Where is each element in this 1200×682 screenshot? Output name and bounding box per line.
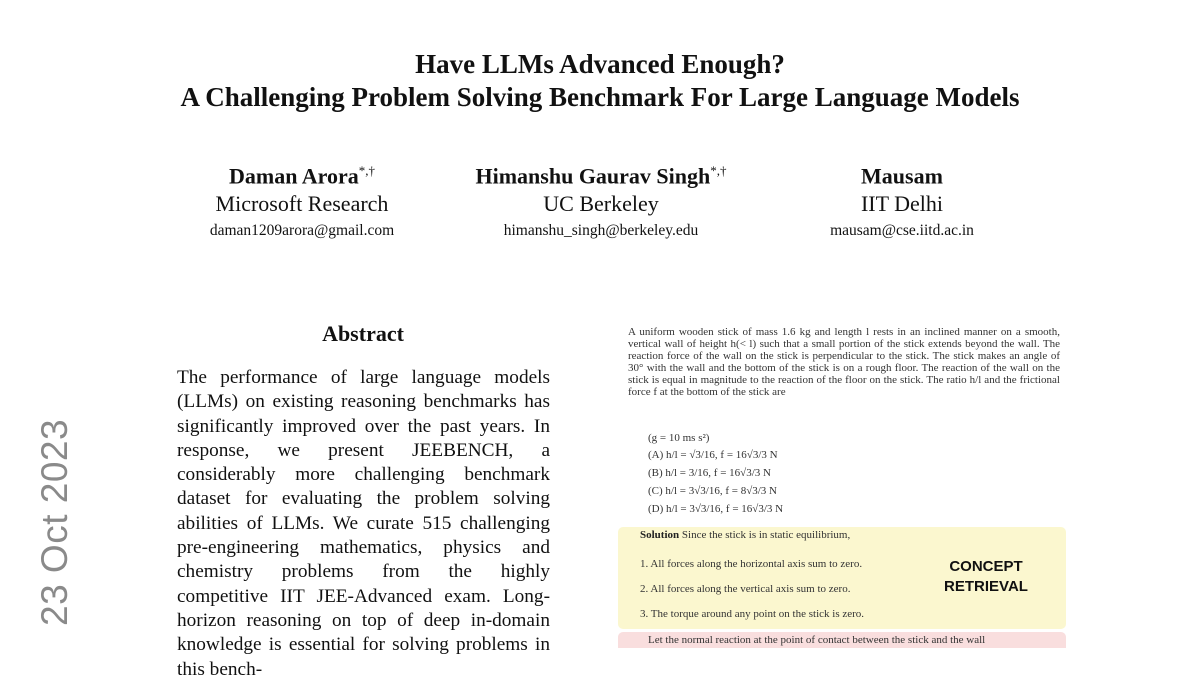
author-name: Daman Arora*,† bbox=[228, 163, 375, 189]
author-affiliation: UC Berkeley bbox=[543, 191, 659, 217]
author-email[interactable]: mausam@cse.iitd.ac.in bbox=[830, 222, 974, 240]
solution-step: 2. All forces along the vertical axis sum to zero. bbox=[640, 583, 851, 595]
solution-step: 3. The torque around any point on the stick is zero. bbox=[640, 608, 865, 620]
author-email[interactable]: himanshu_singh@berkeley.edu bbox=[503, 222, 699, 240]
solution-heading: Solution Since the stick is in static equilibrium, bbox=[640, 529, 851, 541]
paper-title-line-2: A Challenging Problem Solving Benchmark For Large Language Models bbox=[180, 82, 1020, 112]
figure-option-a: (A) h/l = √3/16, f = 16√3/3 N bbox=[648, 449, 778, 461]
concept-retrieval-label: CONCEPT RETRIEVAL bbox=[944, 558, 1028, 595]
figure-question-text: A uniform wooden stick of mass 1.6 kg and length l rests in an inclined manner on a smooth, vertical wall of height h(< l) such that a small portion of the stick extends beyond the wall. The reaction force of the wall on the stick is perpendicular to the stick. The stick makes an angle of 30° with the wall and the bottom of the stick is on a rough floor. The reaction of the wall on the stick is equal in magnitude to the reaction of the floor on the stick. The ratio h/l and the frictional force f at the bottom of the stick are bbox=[628, 326, 1060, 398]
author-name: Himanshu Gaurav Singh*,† bbox=[475, 163, 727, 189]
solution-step: 1. All forces along the horizontal axis sum to zero. bbox=[640, 558, 863, 570]
figure-option-b: (B) h/l = 3/16, f = 16√3/3 N bbox=[648, 467, 771, 479]
author-block bbox=[742, 157, 1062, 244]
arxiv-side-date: 23 Oct 2023 bbox=[34, 418, 75, 626]
author-name: Mausam bbox=[861, 163, 943, 189]
figure-given: (g = 10 ms s²) bbox=[648, 432, 710, 444]
figure-option-c: (C) h/l = 3√3/16, f = 8√3/3 N bbox=[648, 485, 777, 497]
paper-title-line-1: Have LLMs Advanced Enough? bbox=[415, 49, 785, 79]
author-block bbox=[441, 157, 761, 244]
author-affiliation: Microsoft Research bbox=[215, 191, 389, 217]
abstract-heading: Abstract bbox=[322, 321, 404, 346]
figure-option-d: (D) h/l = 3√3/16, f = 16√3/3 N bbox=[648, 503, 784, 515]
author-block bbox=[142, 157, 462, 244]
author-affiliation: IIT Delhi bbox=[860, 191, 944, 217]
abstract-text: The performance of large language models (LLMs) on existing reasoning benchmarks has significantly improved over the past years. In response, we present JEEBENCH, a considerably more challenging benchmark dataset for evaluating the problem solving abilities of LLMs. We curate 515 challenging pre-engineering mathematics, physics and chemistry problems from the highly competitive IIT JEE-Advanced exam. Long-horizon reasoning on top of deep in-domain knowledge is essential for solving problems in this bench- bbox=[177, 367, 550, 680]
figure-example-problem bbox=[612, 322, 1068, 648]
continuation-text: Let the normal reaction at the point of contact between the stick and the wall bbox=[648, 634, 986, 646]
author-email[interactable]: daman1209arora@gmail.com bbox=[209, 222, 395, 240]
